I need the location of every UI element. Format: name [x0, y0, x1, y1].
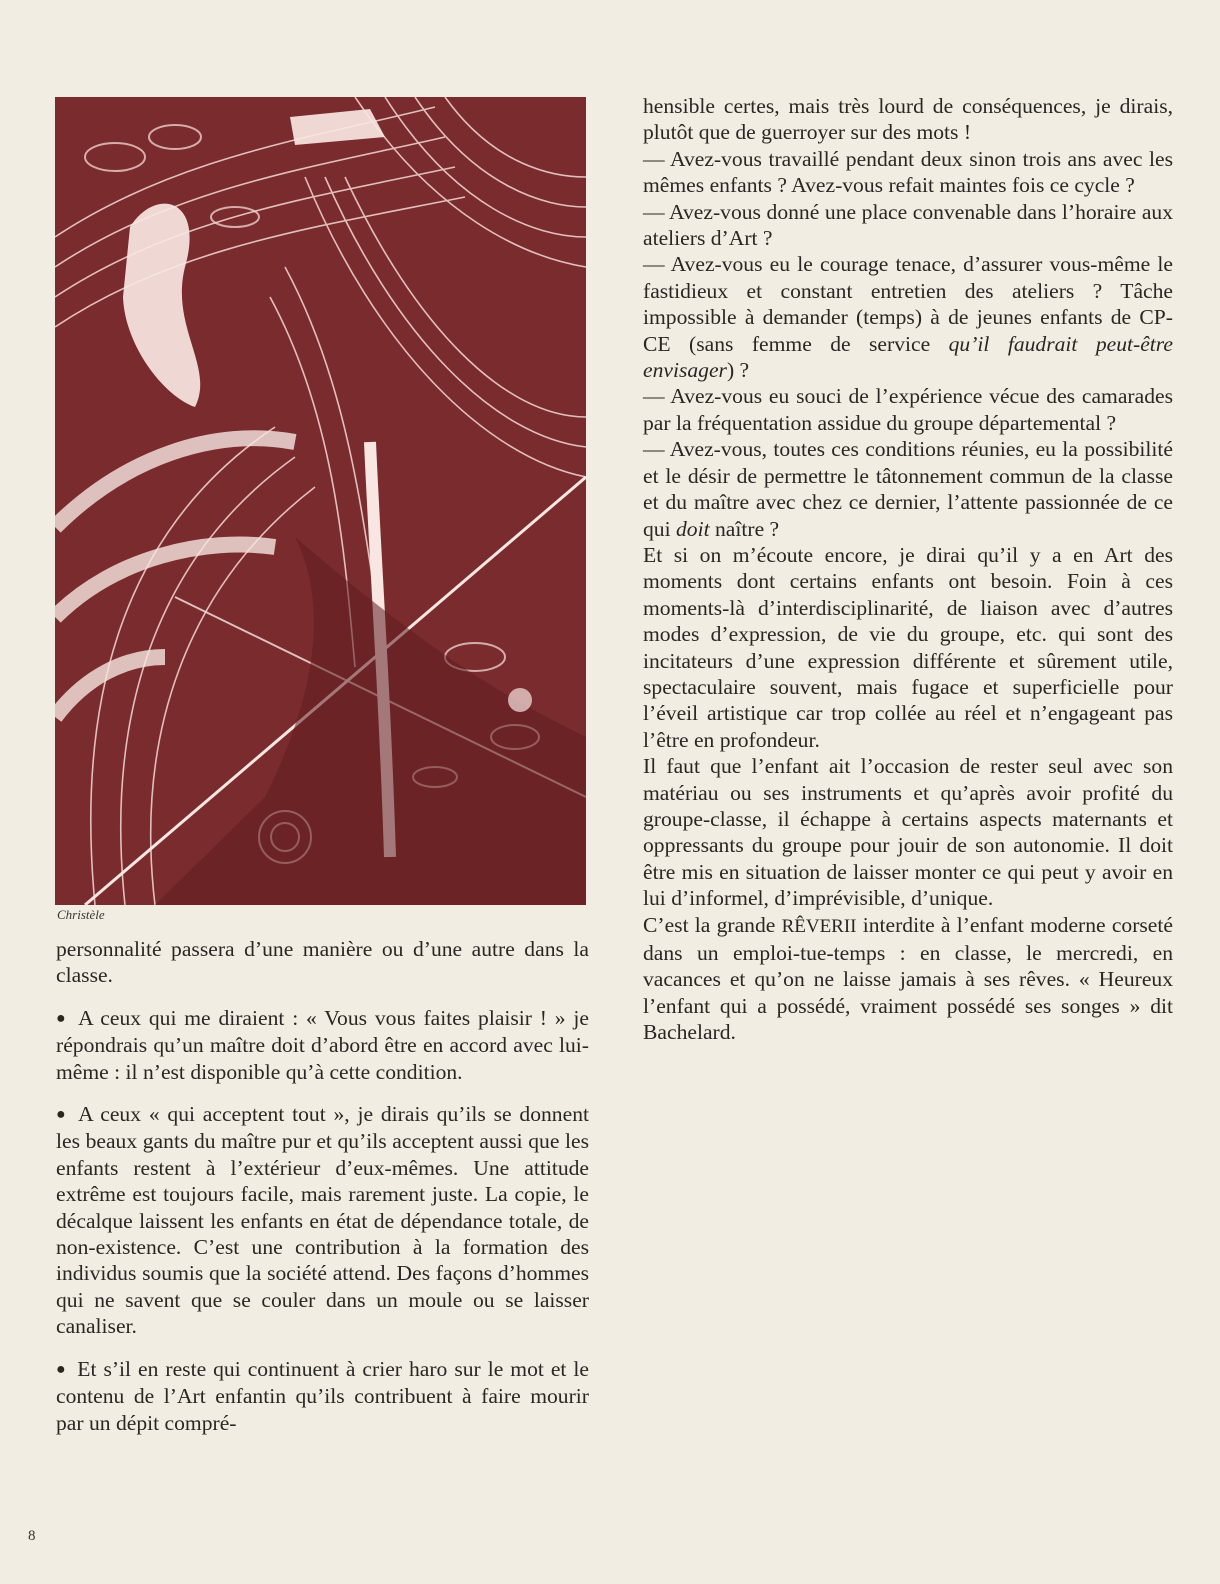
- question-5: [643, 436, 1173, 542]
- left-paragraph-4-text: Et s’il en reste qui continuent à crier haro sur le mot et le contenu de l’Art enfantin qu’ils contribuent à faire mourir par un dépit compré-: [56, 1356, 590, 1435]
- question-1: — Avez-vous travaillé pendant deux sinon trois ans avec les mêmes enfants ? Avez-vous refait maintes fois ce cycle ?: [643, 146, 1173, 198]
- page-number: 8: [28, 1528, 36, 1544]
- question-5-italic: doit: [676, 516, 710, 541]
- right-paragraph-3: Il faut que l’enfant ait l’occasion de rester seul avec son matériau ou ses instruments et qu’après avoir profité du groupe-classe, il échappe à certains aspects maternants et oppressants du groupe pour jouir de son autonomie. Il doit être mis en situation de laisser monter ce qui peut y avoir en lui d’informel, d’imprévisible, d’unique.: [643, 754, 1173, 911]
- left-paragraph-2-text: A ceux qui me diraient : « Vous vous faites plaisir ! » je répondrais qu’un maître doit d’abord être en accord avec lui-même : il n’est disponible qu’à cette condition.: [56, 1005, 589, 1084]
- right-column: [643, 93, 1173, 1046]
- question-2: — Avez-vous donné une place convenable dans l’horaire aux ateliers d’Art ?: [643, 199, 1173, 251]
- question-3-start: — Avez-vous eu le courage tenace, d’assurer vous-même le fastidieux et constant entretien des ateliers ? Tâche impossible à demander (temps) à de jeunes enfants de CP-CE (sans femme de service: [643, 252, 1173, 356]
- question-5-end: naître ?: [709, 516, 780, 541]
- left-paragraph-1: personnalité passera d’une manière ou d’une autre dans la classe.: [56, 937, 589, 988]
- question-3: [643, 251, 1173, 383]
- reverii-smallcaps: RÊVERII: [781, 915, 857, 937]
- left-column: [56, 936, 589, 1436]
- right-paragraph-1: hensible certes, mais très lourd de conséquences, je dirais, plutôt que de guerroyer sur des mots !: [643, 94, 1173, 145]
- question-3-italic: qu’il faudrait peut-être envisager: [643, 331, 1173, 383]
- question-4: — Avez-vous eu souci de l’expérience vécue des camarades par la fréquentation assidue du groupe départemental ?: [643, 384, 1173, 435]
- left-paragraph-4: [56, 1356, 589, 1436]
- right-paragraph-4: [643, 912, 1173, 1046]
- artwork-engraving: [55, 97, 586, 905]
- right-paragraph-4-end: interdite à l’enfant moderne corseté dans un emploi-tue-temps : en classe, le mercredi, en vacances et qu’on ne laisse jamais à ses rêves. « Heureux l’enfant qui a possédé, vraiment possédé ses songes » dit Bachelard.: [643, 912, 1173, 1045]
- left-paragraph-3: [56, 1101, 589, 1340]
- bullet-icon: ●: [56, 1009, 69, 1027]
- engraving-illustration: [55, 97, 586, 905]
- left-paragraph-2: [56, 1005, 589, 1085]
- question-3-end: ) ?: [726, 358, 750, 383]
- right-paragraph-2: Et si on m’écoute encore, je dirai qu’il y a en Art des moments dont certains enfants ont besoin. Foin à ces moments-là d’interdisciplinarité, de liaison avec d’autres modes d’expression, de vie du groupe, etc. qui sont des incitateurs d’une expression différente et sûrement utile, spectaculaire souvent, mais fugace et superficielle pour l’éveil artistique car trop collée au réel et n’engageant pas l’être en profondeur.: [643, 542, 1173, 752]
- question-5-start: — Avez-vous, toutes ces conditions réunies, eu la possibilité et le désir de permettre le tâtonnement commun de la classe et du maître avec chez ce dernier, l’attente passionnée de ce qui: [643, 437, 1173, 541]
- right-paragraph-4-start: C’est la grande: [643, 912, 782, 937]
- bullet-icon: ●: [56, 1106, 69, 1124]
- figure-caption: Christèle: [57, 907, 105, 922]
- left-paragraph-3-text: A ceux « qui acceptent tout », je dirais qu’ils se donnent les beaux gants du maître pur et qu’ils acceptent aussi que les enfants restent à l’extérieur d’eux-mêmes. Une attitude extrême est toujours facile, mais rarement juste. La copie, le décalque laissent les enfants en état de dépendance totale, de non-existence. C’est une contribution à la formation des individus soumis que la société attend. Des façons d’hommes qui ne savent que se couler dans un moule ou se laisser canaliser.: [56, 1102, 589, 1339]
- bullet-icon: ●: [56, 1360, 68, 1378]
